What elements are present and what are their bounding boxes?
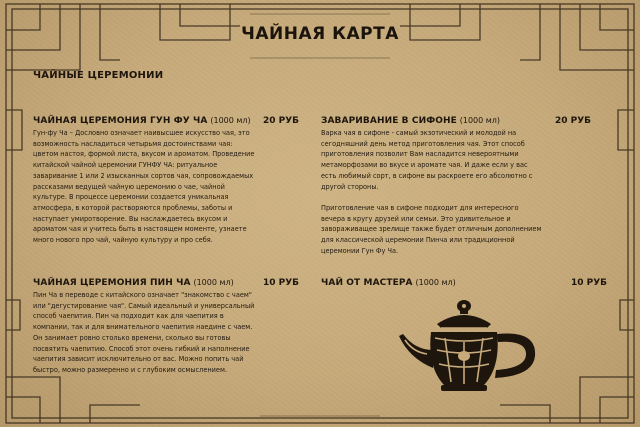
item-name: ЧАЙНАЯ ЦЕРЕМОНИЯ ПИН ЧА (33, 278, 191, 288)
teapot-icon (397, 298, 547, 400)
item-description: Варка чая в сифоне - самый экзотический и молодой на сегодняшний день метод приготовления чая. Этот способ приготовления позволит Вам насладится невероятными метаморфозами во вкусе и аромате чая. И даже если у вас есть любимый сорт, в сифоне вы раскроете его абсолютно с другой стороны. Приготовление чая в сифоне подходит для интересного вечера в кругу друзей или семьи. Это удивительное и завораживащее зрелище также будет отличным дополнением для классической церемонии Пинча или традиционной церемонии Гун Фу Ча. (321, 128, 542, 255)
item-volume: (1000 мл) (210, 116, 251, 125)
menu-item-header (321, 277, 607, 289)
menu-item-master (321, 277, 607, 290)
item-description: Гун-фу Ча – Дословно означает наивысшее искусство чая, это возможность насладиться четырьмя достоинствами чая: цветом настоя, формой листа, вкусом и ароматом. Проведение китайской чайной церемонии ГУНФУ ЧА: ритуальное заваривание 1 или 2 изысканных сортов чая, сопровождаемых рассказами ведущей чайную церемонию о чае, чайной культуре. В процессе церемонии создается уникальная атмосфера, в которой растворяются проблемы, заботы и наступает умиротворение. Вы наслаждаетесь вкусом и ароматом чая и учитесь быть в настоящем моменте, узнаете много нового про чай, чайную культуру и про себя. (33, 128, 255, 245)
item-price: 10 РУБ (570, 278, 607, 288)
section-title: ЧАЙНЫЕ ЦЕРЕМОНИИ (33, 70, 164, 81)
item-price: 20 РУБ (262, 116, 299, 126)
item-volume: (1000 мл) (415, 278, 456, 287)
item-price: 20 РУБ (554, 116, 591, 126)
menu-item-header (33, 277, 299, 289)
item-price: 10 РУБ (262, 278, 299, 288)
item-volume: (1000 мл) (459, 116, 501, 125)
menu-item-siphon (321, 115, 591, 256)
item-description: Пин Ча в переводе с китайского означает "знакомство с чаем" или "дегустирование чая". Самый идеальный и универсальный способ чаепития. Пин ча подходит как для чаепития в компании, так и для внимательного чаепития наедине с чаем. Он занимает ровно столько времени, сколько вы готовы посвятить чаепитию. Способ этот очень гибкий и наполнение чаепития зависит исключительно от вас. Можно попить чай быстро, можно размеренно и с глубоким осмыслением. (33, 290, 255, 374)
item-volume: (1000 мл) (193, 278, 234, 287)
item-name: ЗАВАРИВАНИЕ В СИФОНЕ (321, 116, 457, 126)
menu-item-header (321, 115, 591, 127)
menu-title: ЧАЙНАЯ КАРТА (241, 24, 399, 44)
menu-item-gongfu (33, 115, 299, 246)
item-name: ЧАЙНАЯ ЦЕРЕМОНИЯ ГУН ФУ ЧА (33, 116, 208, 126)
menu-item-header (33, 115, 299, 127)
menu-item-pincha (33, 277, 299, 376)
item-name: ЧАЙ ОТ МАСТЕРА (321, 278, 413, 288)
